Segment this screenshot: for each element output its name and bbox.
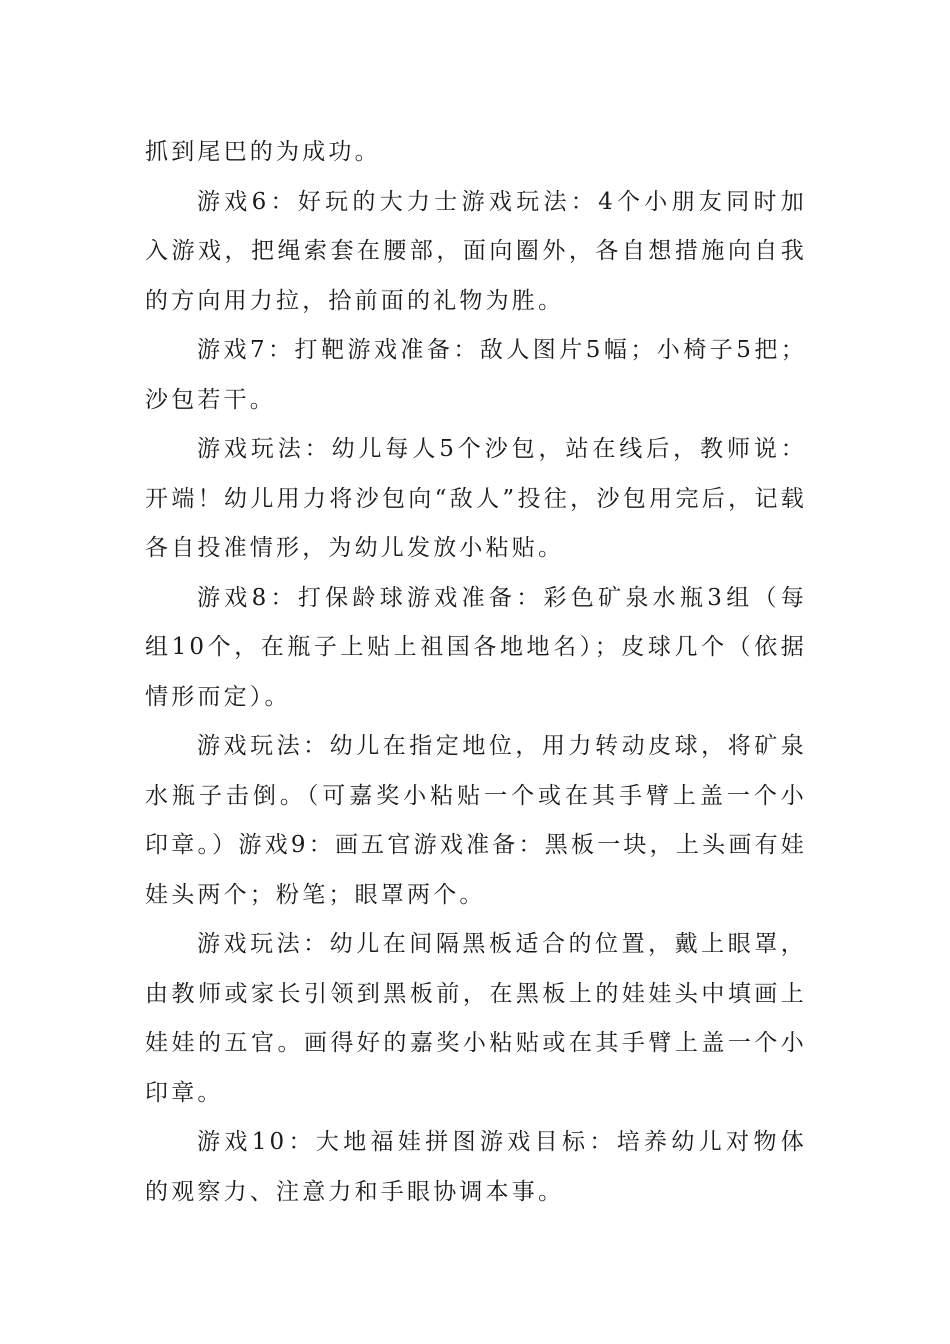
paragraph-game-6: 游戏6：好玩的大力士游戏玩法：4个小朋友同时加入游戏，把绳索套在腰部，面向圈外，各自想措施向自我的方向用力拉，拾前面的礼物为胜。 — [145, 188, 807, 314]
paragraph-game-8-prep: 游戏8：打保龄球游戏准备：彩色矿泉水瓶3组（每组10个，在瓶子上贴上祖国各地地名）；皮球几个（依据情形而定）。 — [145, 584, 807, 710]
paragraph-game-7-rules: 游戏玩法：幼儿每人5个沙包，站在线后，教师说：开端！幼儿用力将沙包向“敌人”投往，沙包用完后，记载各自投准情形，为幼儿发放小粘贴。 — [145, 436, 807, 561]
document-body — [145, 128, 807, 1217]
paragraph-game-10: 游戏10：大地福娃拼图游戏目标：培养幼儿对物体的观察力、注意力和手眼协调本事。 — [145, 1129, 807, 1205]
paragraph-continuation: 抓到尾巴的为成功。 — [145, 139, 381, 165]
paragraph-game-7-prep: 游戏7：打靶游戏准备：敌人图片5幅；小椅子5把；沙包若干。 — [145, 337, 807, 413]
paragraph-game-8-rules-game-9-prep: 游戏玩法：幼儿在指定地位，用力转动皮球，将矿泉水瓶子击倒。（可嘉奖小粘贴一个或在其手臂上盖一个小印章。）游戏9：画五官游戏准备：黑板一块，上头画有娃娃头两个；粉笔；眼罩两个。 — [145, 733, 807, 908]
paragraph-game-9-rules: 游戏玩法：幼儿在间隔黑板适合的位置，戴上眼罩，由教师或家长引领到黑板前，在黑板上的娃娃头中填画上娃娃的五官。画得好的嘉奖小粘贴或在其手臂上盖一个小印章。 — [145, 931, 807, 1106]
